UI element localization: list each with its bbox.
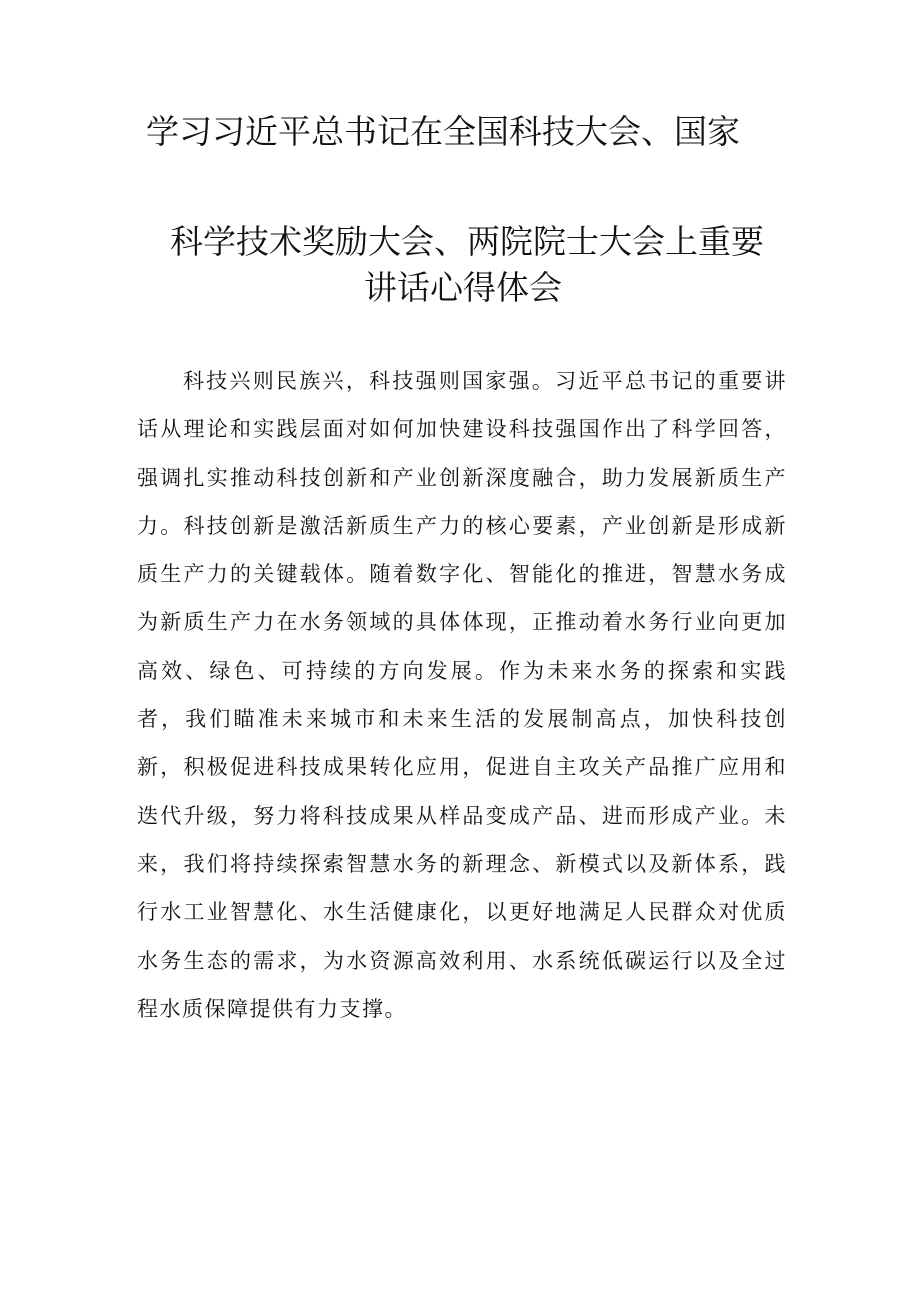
document-title-line-3: 讲话心得体会 [364, 268, 562, 307]
body-paragraph: 科技兴则民族兴，科技强则国家强。习近平总书记的重要讲话从理论和实践层面对如何加快建设科技强国作出了科学回答，强调扎实推动科技创新和产业创新深度融合，助力发展新质生产力。科技创新是激活新质生产力的核心要素，产业创新是形成新质生产力的关键载体。随着数字化、智能化的推进，智慧水务成为新质生产力在水务领域的具体体现，正推动着水务行业向更加高效、绿色、可持续的方向发展。作为未来水务的探索和实践者，我们瞄准未来城市和未来生活的发展制高点，加快科技创新，积极促进科技成果转化应用，促进自主攻关产品推广应用和迭代升级，努力将科技成果从样品变成产品、进而形成产业。未来，我们将持续探索智慧水务的新理念、新模式以及新体系，践行水工业智慧化、水生活健康化，以更好地满足人民群众对优质水务生态的需求，为水资源高效利用、水系统低碳运行以及全过程水质保障提供有力支撑。 [137, 369, 787, 1021]
document-title-line-1: 学习习近平总书记在全国科技大会、国家 [146, 112, 740, 151]
document-title-line-2: 科学技术奖励大会、两院院士大会上重要 [170, 222, 764, 261]
